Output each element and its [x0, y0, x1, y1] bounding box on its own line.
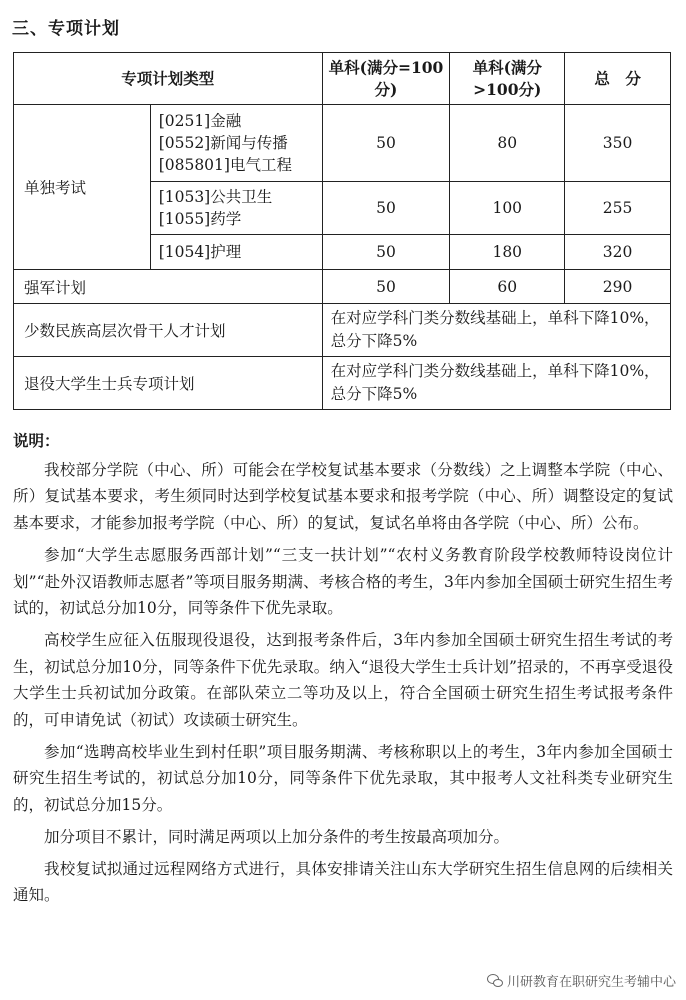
cell-single-gt100: 100 [450, 182, 565, 235]
notes-label: 说明： [13, 431, 60, 450]
plan-note: 在对应学科门类分数线基础上，单科下降10%，总分下降5% [322, 304, 670, 357]
notes-paragraph: 我校部分学院（中心、所）可能会在学校复试基本要求（分数线）之上调整本学院（中心、所）复试基本要求，考生须同时达到学校复试基本要求和报考学院（中心、所）调整设定的复试基本要求，才能参加报考学院（中心、所）的复试，复试名单将由各学院（中心、所）公布。 [13, 460, 673, 533]
plan-name: 强军计划 [14, 270, 323, 304]
notes-paragraph: 参加“选聘高校毕业生到村任职”项目服务期满、考核称职以上的考生，3年内参加全国硕士研究生招生考试的，初试总分加10分，同等条件下优先录取，其中报考人文社科类专业研究生的，初试总分加15分。 [13, 742, 673, 815]
notes-paragraph: 我校复试拟通过远程网络方式进行，具体安排请关注山东大学研究生招生信息网的后续相关通知。 [13, 859, 673, 905]
table-row-minority [14, 304, 671, 357]
header-single-100: 单科(满分=100分) [322, 53, 450, 105]
notes-section [13, 428, 673, 914]
plan-name: 少数民族高层次骨干人才计划 [14, 304, 323, 357]
major-item: [1055]药学 [158, 210, 242, 228]
cell-total: 350 [565, 105, 671, 182]
special-plan-table [13, 52, 671, 410]
cell-single-100: 50 [322, 270, 450, 304]
watermark [487, 971, 676, 990]
cell-single-gt100: 60 [450, 270, 565, 304]
cell-total: 320 [565, 235, 671, 270]
cell-single-100: 50 [322, 182, 450, 235]
plan-name: 退役大学生士兵专项计划 [14, 357, 323, 410]
plan-note: 在对应学科门类分数线基础上，单科下降10%，总分下降5% [322, 357, 670, 410]
section-title: 三、专项计划 [12, 19, 120, 39]
major-item: [0251]金融 [158, 112, 242, 130]
major-item: [1053]公共卫生 [158, 188, 273, 206]
row-group-single-exam: 单独考试 [14, 105, 151, 270]
header-plan-type: 专项计划类型 [14, 53, 323, 105]
cell-single-gt100: 180 [450, 235, 565, 270]
header-total: 总 分 [565, 53, 671, 105]
cell-total: 290 [565, 270, 671, 304]
notes-paragraph: 加分项目不累计，同时满足两项以上加分条件的考生按最高项加分。 [44, 827, 510, 846]
majors-cell [150, 105, 322, 182]
header-single-gt100: 单科(满分>100分) [450, 53, 565, 105]
major-item: [1054]护理 [158, 243, 242, 261]
major-item: [0552]新闻与传播 [158, 134, 288, 152]
majors-cell [150, 182, 322, 235]
cell-single-gt100: 80 [450, 105, 565, 182]
notes-paragraph: 高校学生应征入伍服现役退役，达到报考条件后，3年内参加全国硕士研究生招生考试的考生，初试总分加10分，同等条件下优先录取。纳入“退役大学生士兵计划”招录的，不再享受退役大学生士兵初试加分政策。在部队荣立二等功及以上，符合全国硕士研究生招生考试报考条件的，可申请免试（初试）攻读硕士研究生。 [13, 630, 673, 730]
majors-cell [150, 235, 322, 270]
wechat-icon [487, 974, 503, 987]
cell-single-100: 50 [322, 235, 450, 270]
major-item: [085801]电气工程 [158, 156, 292, 174]
table-row-qiangjun [14, 270, 671, 304]
table-row-veteran [14, 357, 671, 410]
cell-total: 255 [565, 182, 671, 235]
notes-paragraph: 参加“大学生志愿服务西部计划”“三支一扶计划”“农村义务教育阶段学校教师特设岗位计划”“赴外汉语教师志愿者”等项目服务期满、考核合格的考生，3年内参加全国硕士研究生招生考试的，初试总分加10分，同等条件下优先录取。 [13, 545, 673, 618]
cell-single-100: 50 [322, 105, 450, 182]
table-header-row [14, 53, 671, 105]
table-row [14, 105, 671, 182]
watermark-text: 川研教育在职研究生考辅中心 [506, 975, 676, 990]
